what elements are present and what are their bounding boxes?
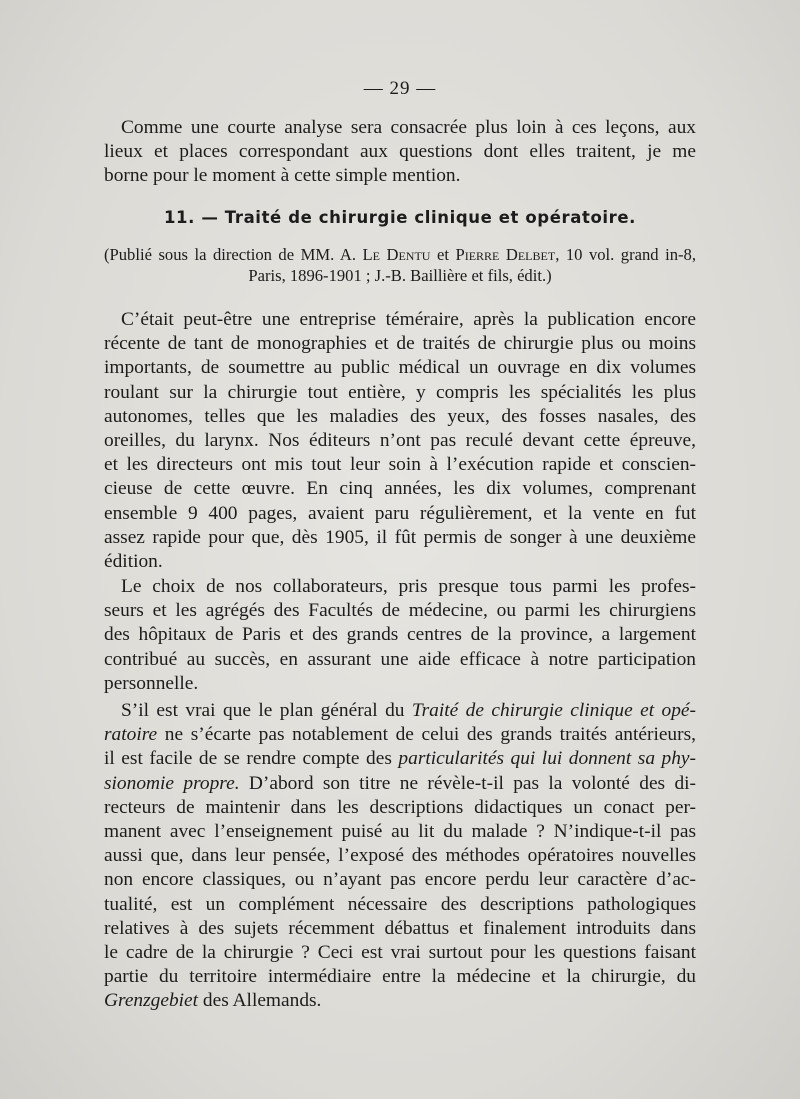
text-line: et les directeurs ont mis tout leur soin à l’exécution rapide et conscien-: [104, 454, 696, 476]
text-line: assez rapide pour que, dès 1905, il fût permis de songer à une deuxième: [104, 526, 696, 548]
text-run: des Allemands.: [202, 990, 322, 1012]
text-run: S’il est vrai que le plan général du: [121, 700, 405, 721]
publication-text: et: [436, 245, 449, 264]
section-number: 11.: [163, 208, 195, 227]
text-line: [104, 699, 696, 723]
text-line: roulant sur la chirurgie tout entière, y compris les spécialités les plus: [104, 381, 696, 403]
text-line: C’était peut-être une entreprise téméraire, après la publication encore: [121, 309, 696, 330]
page-number: — 29 —: [363, 78, 437, 99]
text-line: récente de tant de monographies et de traités de chirurgie plus ou moins: [104, 333, 696, 355]
paragraph: [104, 575, 696, 696]
text-line: personnelle.: [104, 672, 199, 694]
text-line: non encore classiques, ou n’ayant pas encore perdu leur caractère d’ac-: [104, 869, 696, 891]
italic-term: Grenzgebiet: [104, 990, 199, 1012]
paragraph: [104, 308, 696, 574]
text-line: cieuse de cette œuvre. En cinq années, les dix volumes, comprenant: [104, 478, 696, 500]
text-line: aussi que, dans leur pensée, l’exposé des méthodes opératoires nouvelles: [104, 845, 696, 867]
text-line: édition.: [104, 551, 163, 573]
text-line: lieux et places correspondant aux questions dont elles traitent, je me: [104, 141, 696, 163]
text-line: borne pour le moment à cette simple mention.: [104, 165, 461, 187]
paragraph: [104, 699, 696, 1014]
text-line: [104, 723, 696, 747]
section-dash: —: [201, 208, 219, 227]
text-line: seurs et les agrégés des Facultés de médecine, ou parmi les chirurgiens: [104, 600, 696, 622]
section-title: Traité de chirurgie clinique et opératoire.: [224, 208, 637, 227]
author-name: Le Dentu: [362, 245, 431, 264]
text-line: [104, 772, 696, 796]
text-line: relatives à des sujets récemment débattus et finalement introduits dans: [104, 917, 696, 939]
italic-title: Traité de chirurgie clinique et opé-: [411, 700, 696, 721]
text-line: [104, 989, 696, 1013]
text-line: Le choix de nos collaborateurs, pris presque tous parmi les profes-: [121, 576, 696, 597]
author-name: Pierre Delbet: [455, 245, 556, 264]
publication-line-1: [104, 244, 696, 265]
publication-note: [104, 244, 696, 286]
text-run: ne s’écarte pas notablement de celui des grands traités antérieurs,: [164, 724, 696, 746]
intro-paragraph: [104, 116, 696, 189]
publication-text: (Publié sous la direction de MM. A.: [104, 245, 356, 264]
text-line: oreilles, du larynx. Nos éditeurs n’ont pas reculé devant cette épreuve,: [104, 430, 696, 452]
text-run: D’abord son titre ne révèle-t-il pas la volonté des di-: [248, 772, 696, 794]
text-line: des hôpitaux de Paris et des grands centres de la province, a largement: [104, 624, 696, 646]
text-line: [104, 747, 696, 771]
text-line: partie du territoire intermédiaire entre la médecine et la chirurgie, du: [104, 966, 696, 988]
text-line: contribué au succès, en assurant une aide efficace à notre participation: [104, 648, 696, 670]
text-line: importants, de soumettre au public médical un ouvrage en dix volumes: [104, 357, 696, 379]
text-line: tualité, est un complément nécessaire des descriptions pathologiques: [104, 893, 696, 915]
text-line: autonomes, telles que les maladies des yeux, des fosses nasales, des: [104, 405, 696, 427]
text-line: recteurs de maintenir dans les descriptions didactiques un conact per-: [104, 796, 696, 818]
text-line: manent avec l’enseignement puisé au lit du malade ? N’indique-t-il pas: [104, 821, 696, 843]
text-line: le cadre de la chirurgie ? Ceci est vrai surtout pour les questions faisant: [104, 942, 696, 964]
text-line: Comme une courte analyse sera consacrée plus loin à ces leçons, aux: [121, 117, 696, 138]
section-heading: [0, 208, 800, 227]
italic-phrase: particularités qui lui donnent sa phy-: [398, 748, 696, 770]
text-run: il est facile de se rendre compte des: [104, 748, 392, 770]
italic-phrase: sionomie propre.: [104, 772, 240, 794]
text-line: ensemble 9 400 pages, avaient paru régulièrement, et la vente en fut: [104, 502, 696, 524]
italic-title: ratoire: [104, 724, 158, 746]
publication-line-2: Paris, 1896-1901 ; J.-B. Baillière et fils, édit.): [248, 266, 552, 285]
publication-text: , 10 vol. grand in-8,: [555, 245, 696, 264]
